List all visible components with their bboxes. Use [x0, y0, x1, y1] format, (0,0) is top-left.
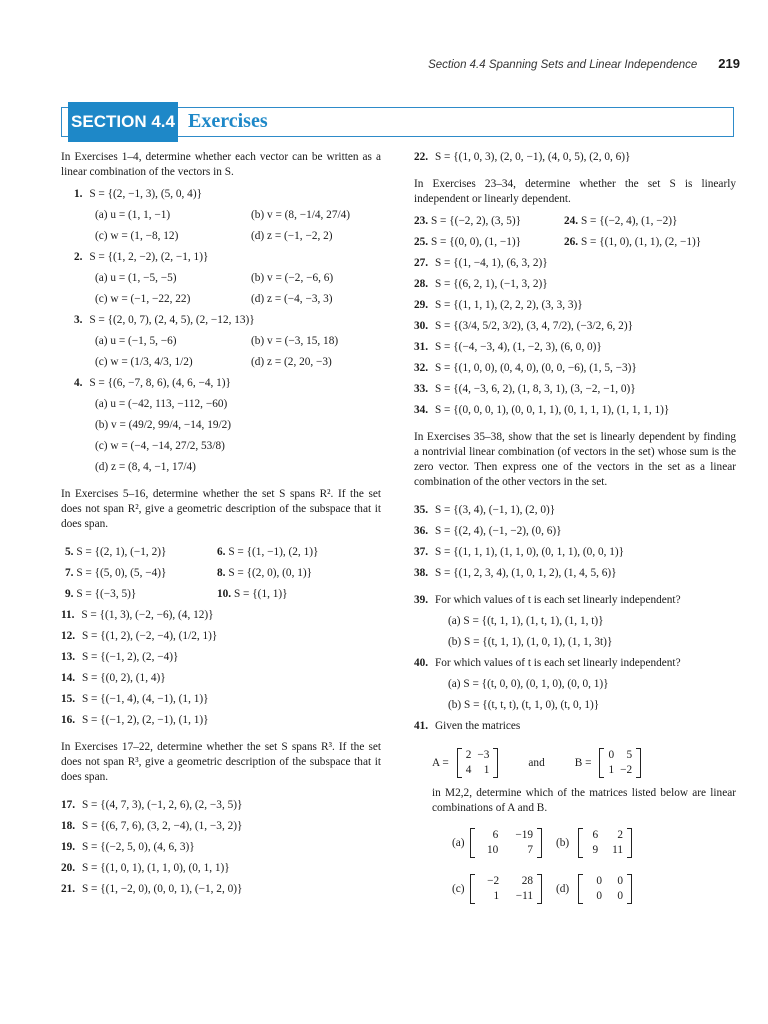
instructions-35-38: In Exercises 35–38, show that the set is linearly dependent by finding a nontrivial linear combination (of vectors in the set) whose sum is the zero vector. Then express one of the vectors in the set as a linear combination of the other vectors in the set.: [414, 431, 736, 488]
exercise-number: 19.: [61, 841, 76, 853]
exercise-number: 2.: [74, 251, 83, 263]
exercise-11: [61, 608, 381, 629]
exercise-40: [414, 656, 736, 677]
option-d-matrix: [578, 874, 632, 904]
exercise-18: [61, 819, 381, 840]
exercise-2-parts-ab: [61, 271, 381, 292]
part-b: (b) v = (−2, −6, 6): [251, 272, 334, 284]
matrix-cell: −3: [477, 749, 490, 761]
part-a: (a) u = (1, −5, −5): [95, 272, 177, 284]
exercise-text: S = {(5, 0), (5, −4)}: [76, 567, 167, 579]
exercise-number: 35.: [414, 504, 429, 516]
exercise-number: 18.: [61, 820, 76, 832]
exercise-text: S = {(−4, −3, 4), (1, −2, 3), (6, 0, 0)}: [434, 341, 602, 353]
exercise-number: 13.: [61, 651, 76, 663]
exercise-41: [414, 719, 736, 740]
exercise-22: [414, 150, 736, 171]
exercise-1-parts-ab: [61, 208, 381, 229]
part-b: (b) v = (8, −1/4, 27/4): [251, 209, 351, 221]
exercise-17: [61, 798, 381, 819]
exercise-number: 31.: [414, 341, 429, 353]
matrix-cell: 0: [617, 875, 623, 887]
instructions-23-34: In Exercises 23–34, determine whether the set S is linearly independent or linearly dependent.: [414, 178, 736, 205]
matrix-cell: 6: [592, 829, 599, 841]
matrix-cell: −2: [487, 875, 500, 887]
option-d-label: (d): [556, 882, 570, 895]
part-b: (b) S = {(t, t, t), (t, 1, 0), (t, 0, 1)}: [448, 699, 600, 711]
matrix-cell: 11: [612, 844, 623, 856]
part-b: (b) S = {(t, 1, 1), (1, 0, 1), (1, 1, 3t)}: [448, 636, 613, 648]
exercise-4-part-b: [61, 418, 381, 439]
running-head: [0, 56, 740, 72]
exercise-text: S = {(1, 3), (−2, −6), (4, 12)}: [81, 609, 214, 621]
exercise-16: [61, 713, 381, 734]
exercise-2-parts-cd: [61, 292, 381, 313]
exercise-34: [414, 403, 736, 424]
part-d: (d) z = (−1, −2, 2): [251, 230, 333, 242]
matrix-cell: 6: [492, 829, 499, 841]
exercise-text: S = {(1, 0, 1), (1, 1, 0), (0, 1, 1)}: [81, 862, 230, 874]
matrix-cell: 2: [465, 749, 472, 761]
exercise-35: [414, 503, 736, 524]
exercise-number: 23.: [414, 215, 429, 227]
part-d: (d) z = (8, 4, −1, 17/4): [95, 461, 196, 473]
exercise-38: [414, 566, 736, 587]
exercise-number: 25.: [414, 236, 429, 248]
matrix-b: [599, 748, 641, 778]
part-a: (a) S = {(t, 0, 0), (0, 1, 0), (0, 0, 1)}: [448, 678, 609, 690]
part-c: (c) w = (1/3, 4/3, 1/2): [95, 356, 193, 368]
matrix-cell: 5: [626, 749, 633, 761]
exercise-4-part-c: [61, 439, 381, 460]
exercise-5: [65, 545, 166, 560]
exercise-text: S = {(6, 7, 6), (3, 2, −4), (1, −3, 2)}: [81, 820, 243, 832]
exercise-text: S = {(−2, 4), (1, −2)}: [580, 215, 678, 227]
matrix-cell: 1: [483, 764, 490, 776]
exercise-text: S = {(1, −4, 1), (6, 3, 2)}: [434, 257, 548, 269]
exercise-12: [61, 629, 381, 650]
matrices-a-b-options: [414, 820, 736, 866]
page-number: 219: [718, 56, 740, 71]
exercise-number: 15.: [61, 693, 76, 705]
exercise-text: S = {(1, 0, 3), (2, 0, −1), (4, 0, 5), (2, 0, 6)}: [434, 151, 631, 163]
exercise-4: [61, 376, 381, 397]
exercise-32: [414, 361, 736, 382]
exercise-text: S = {(0, 2), (1, 4)}: [81, 672, 166, 684]
exercise-3: [61, 313, 381, 334]
exercise-number: 10.: [217, 588, 232, 600]
matrix-cell: −2: [620, 764, 633, 776]
exercise-19: [61, 840, 381, 861]
exercise-number: 1.: [74, 188, 83, 200]
matrix-a: [457, 748, 499, 778]
exercise-text: S = {(−2, 2), (3, 5)}: [430, 215, 522, 227]
exercise-text: S = {(−1, 2), (2, −1), (1, 1)}: [81, 714, 209, 726]
exercise-24: [564, 214, 677, 229]
part-b: (b) v = (49/2, 99/4, −14, 19/2): [95, 419, 232, 431]
exercise-number: 20.: [61, 862, 76, 874]
matrix-cell: −11: [515, 890, 533, 902]
exercise-number: 29.: [414, 299, 429, 311]
option-c-matrix: [470, 874, 542, 904]
exercise-1-parts-cd: [61, 229, 381, 250]
exercise-number: 3.: [74, 314, 83, 326]
exercise-number: 27.: [414, 257, 429, 269]
exercise-21: [61, 882, 381, 903]
option-a-label: (a): [452, 836, 465, 849]
exercise-number: 7.: [65, 567, 74, 579]
exercise-36: [414, 524, 736, 545]
exercise-text: S = {(1, 2, 3, 4), (1, 0, 1, 2), (1, 4, 5, 6)}: [434, 567, 617, 579]
exercise-25: [414, 235, 521, 250]
matrix-cell: 28: [521, 875, 533, 887]
exercise-text: Given the matrices: [434, 720, 521, 732]
matrix-cell: 2: [617, 829, 623, 841]
exercise-number: 24.: [564, 215, 579, 227]
exercise-number: 36.: [414, 525, 429, 537]
exercise-number: 14.: [61, 672, 76, 684]
part-b: (b) v = (−3, 15, 18): [251, 335, 339, 347]
exercise-text: S = {(1, 2), (−2, −4), (1/2, 1)}: [81, 630, 218, 642]
exercise-number: 26.: [564, 236, 579, 248]
matrices-c-d-options: [414, 866, 736, 912]
matrix-cell: −19: [515, 829, 533, 841]
exercises-23-24: [414, 214, 736, 235]
exercise-4-part-a: [61, 397, 381, 418]
exercise-text: S = {(0, 0, 0, 1), (0, 0, 1, 1), (0, 1, 1, 1), (1, 1, 1, 1)}: [434, 404, 670, 416]
exercise-39-part-a: [414, 614, 736, 635]
exercise-text: For which values of t is each set linearly independent?: [434, 657, 681, 669]
exercise-number: 9.: [65, 588, 74, 600]
exercise-23: [414, 214, 521, 229]
section-title: Exercises: [188, 110, 268, 132]
exercise-text: For which values of t is each set linearly independent?: [434, 594, 681, 606]
exercise-10: [217, 587, 288, 602]
exercise-text: S = {(3, 4), (−1, 1), (2, 0)}: [434, 504, 556, 516]
exercise-text: S = {(−1, 4), (4, −1), (1, 1)}: [81, 693, 209, 705]
exercise-number: 37.: [414, 546, 429, 558]
exercise-text: S = {(1, 1)}: [233, 588, 288, 600]
exercise-text: S = {(−2, 5, 0), (4, 6, 3)}: [81, 841, 195, 853]
exercise-number: 6.: [217, 546, 226, 558]
exercise-number: 4.: [74, 377, 83, 389]
exercise-text: S = {(1, 1, 1), (2, 2, 2), (3, 3, 3)}: [434, 299, 583, 311]
matrices-a-b: [414, 740, 736, 786]
exercise-number: 21.: [61, 883, 76, 895]
instructions-1-4: In Exercises 1–4, determine whether each vector can be written as a linear combination of the vectors in S.: [61, 151, 381, 178]
exercise-41-text: in M2,2, determine which of the matrices listed below are linear combinations of A and B.: [432, 787, 736, 814]
exercise-1: [61, 187, 381, 208]
exercise-7: [65, 566, 166, 581]
part-d: (d) z = (2, 20, −3): [251, 356, 332, 368]
exercise-37: [414, 545, 736, 566]
exercise-text: S = {(1, 0), (1, 1), (2, −1)}: [580, 236, 702, 248]
matrix-cell: 4: [465, 764, 472, 776]
exercise-number: 12.: [61, 630, 76, 642]
exercise-text: S = {(2, −1, 3), (5, 0, 4)}: [89, 188, 203, 200]
exercise-6: [217, 545, 318, 560]
exercise-39: [414, 593, 736, 614]
part-a: (a) u = (−42, 113, −112, −60): [95, 398, 228, 410]
exercise-text: S = {(2, 1), (−1, 2)}: [76, 546, 167, 558]
exercise-text: S = {(1, 1, 1), (1, 1, 0), (0, 1, 1), (0, 0, 1)}: [434, 546, 625, 558]
exercise-28: [414, 277, 736, 298]
exercise-number: 40.: [414, 657, 429, 669]
matrix-a-label: A =: [432, 756, 449, 769]
exercise-2: [61, 250, 381, 271]
exercise-30: [414, 319, 736, 340]
exercise-number: 11.: [61, 609, 75, 621]
right-column: [414, 150, 736, 912]
matrix-cell: 0: [596, 890, 602, 902]
matrix-cell: 10: [487, 844, 499, 856]
exercise-26: [564, 235, 701, 250]
exercise-13: [61, 650, 381, 671]
exercise-number: 28.: [414, 278, 429, 290]
section-banner: [61, 107, 734, 137]
exercises-9-10: [61, 587, 381, 608]
part-a: (a) S = {(t, 1, 1), (1, t, 1), (1, 1, t)}: [448, 615, 604, 627]
exercise-29: [414, 298, 736, 319]
exercise-text: S = {(1, −1), (2, 1)}: [228, 546, 319, 558]
exercise-3-parts-cd: [61, 355, 381, 376]
exercise-text: S = {(6, −7, 8, 6), (4, 6, −4, 1)}: [89, 377, 231, 389]
exercise-number: 39.: [414, 594, 429, 606]
matrix-cell: 1: [608, 764, 615, 776]
matrix-cell: 9: [592, 844, 599, 856]
and-label: and: [528, 756, 545, 769]
part-a: (a) u = (−1, 5, −6): [95, 335, 177, 347]
exercise-number: 41.: [414, 720, 429, 732]
part-d: (d) z = (−4, −3, 3): [251, 293, 333, 305]
exercise-text: S = {(−1, 2), (2, −4)}: [81, 651, 179, 663]
exercise-text: S = {(2, 0), (0, 1)}: [228, 567, 313, 579]
option-c-label: (c): [452, 882, 465, 895]
option-b-matrix: [578, 828, 632, 858]
exercise-text: S = {(−3, 5)}: [76, 588, 137, 600]
exercise-9: [65, 587, 136, 602]
exercise-8: [217, 566, 312, 581]
exercise-text: S = {(2, 0, 7), (2, 4, 5), (2, −12, 13)}: [89, 314, 255, 326]
exercise-number: 16.: [61, 714, 76, 726]
exercise-15: [61, 692, 381, 713]
exercise-3-parts-ab: [61, 334, 381, 355]
option-a-matrix: [470, 828, 542, 858]
exercise-39-part-b: [414, 635, 736, 656]
exercise-number: 32.: [414, 362, 429, 374]
section-label: Section 4.4 Spanning Sets and Linear Independence: [428, 59, 698, 71]
exercises-25-26: [414, 235, 736, 256]
exercise-number: 33.: [414, 383, 429, 395]
exercise-number: 22.: [414, 151, 429, 163]
instructions-5-16: In Exercises 5–16, determine whether the set S spans R². If the set does not span R², give a geometric description of the subspace that it does span.: [61, 488, 381, 530]
left-column: [61, 150, 381, 903]
exercise-text: S = {(1, 0, 0), (0, 4, 0), (0, 0, −6), (1, 5, −3)}: [434, 362, 637, 374]
exercise-number: 17.: [61, 799, 76, 811]
exercises-7-8: [61, 566, 381, 587]
exercise-text: S = {(3/4, 5/2, 3/2), (3, 4, 7/2), (−3/2, 6, 2)}: [434, 320, 634, 332]
exercise-40-part-b: [414, 698, 736, 719]
part-c: (c) w = (−4, −14, 27/2, 53/8): [95, 440, 225, 452]
part-c: (c) w = (−1, −22, 22): [95, 293, 191, 305]
exercise-number: 8.: [217, 567, 226, 579]
exercises-5-6: [61, 545, 381, 566]
exercise-20: [61, 861, 381, 882]
section-tag: SECTION 4.4: [68, 102, 178, 142]
matrix-cell: 1: [493, 890, 500, 902]
exercise-14: [61, 671, 381, 692]
matrix-b-label: B =: [574, 756, 592, 769]
exercise-number: 30.: [414, 320, 429, 332]
exercise-40-part-a: [414, 677, 736, 698]
exercise-text: S = {(2, 4), (−1, −2), (0, 6)}: [434, 525, 562, 537]
exercise-text: S = {(4, −3, 6, 2), (1, 8, 3, 1), (3, −2, −1, 0)}: [434, 383, 636, 395]
matrix-cell: 7: [527, 844, 533, 856]
matrix-cell: 0: [596, 875, 602, 887]
matrix-cell: 0: [608, 749, 615, 761]
exercise-27: [414, 256, 736, 277]
part-a: (a) u = (1, 1, −1): [95, 209, 171, 221]
exercise-4-part-d: [61, 460, 381, 481]
exercise-text: S = {(4, 7, 3), (−1, 2, 6), (2, −3, 5)}: [81, 799, 243, 811]
exercise-number: 5.: [65, 546, 74, 558]
exercise-text: S = {(6, 2, 1), (−1, 3, 2)}: [434, 278, 548, 290]
exercise-33: [414, 382, 736, 403]
matrix-cell: 0: [617, 890, 623, 902]
exercise-text: S = {(1, −2, 0), (0, 0, 1), (−1, 2, 0)}: [81, 883, 243, 895]
exercise-31: [414, 340, 736, 361]
part-c: (c) w = (1, −8, 12): [95, 230, 179, 242]
exercise-number: 34.: [414, 404, 429, 416]
instructions-17-22: In Exercises 17–22, determine whether the set S spans R³. If the set does not span R³, give a geometric description of the subspace that it does span.: [61, 741, 381, 783]
exercise-text: S = {(1, 2, −2), (2, −1, 1)}: [89, 251, 209, 263]
exercise-text: S = {(0, 0), (1, −1)}: [430, 236, 522, 248]
exercise-number: 38.: [414, 567, 429, 579]
option-b-label: (b): [556, 836, 570, 849]
